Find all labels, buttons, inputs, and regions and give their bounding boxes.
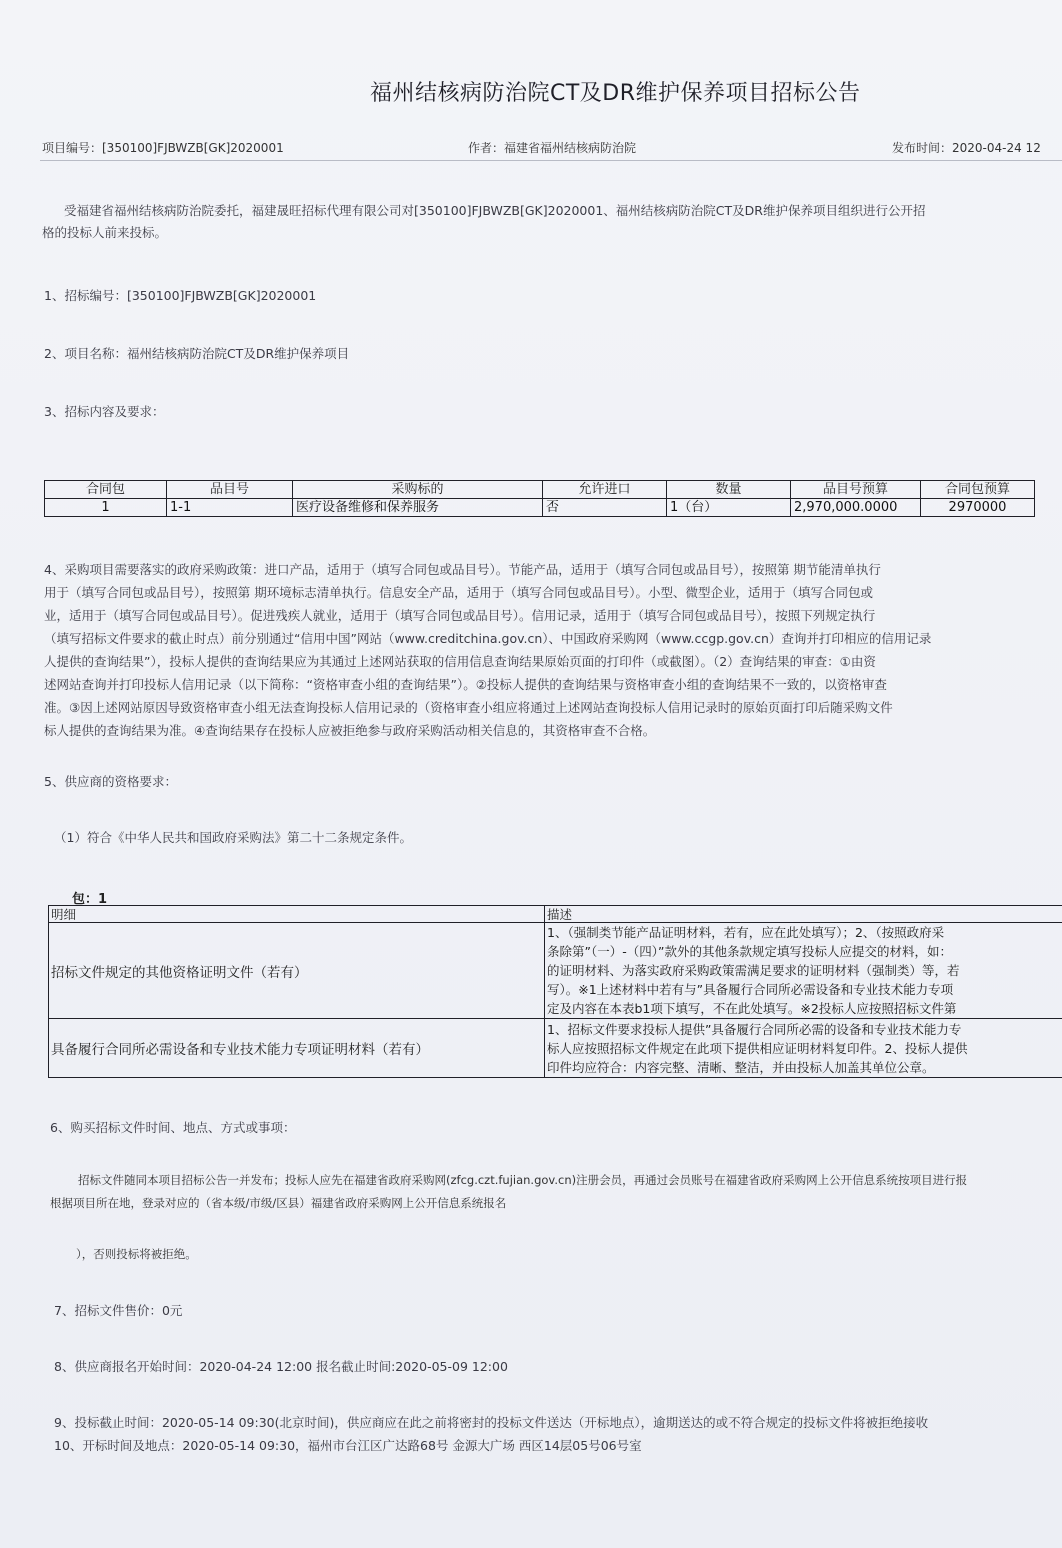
section-6-text: ），否则投标将被拒绝。 [76,1247,197,1261]
cell-subject: 医疗设备维修和保养服务 [293,499,543,517]
header-divider [40,160,1062,161]
intro-line-2: 格的投标人前来投标。 [42,225,168,240]
section-6-text: 根据项目所在地，登录对应的（省本级/市级/区县）福建省政府采购网上公开信息系统报名 [50,1196,507,1210]
page-title: 福州结核病防治院CT及DR维护保养项目招标公告 [370,81,861,106]
table-row [49,923,1062,1019]
row-name: 招标文件规定的其他资格证明文件（若有） [49,923,545,1019]
section-4-line: （填写招标文件要求的截止时点）前分别通过“信用中国”网站（www.creditchina.gov.cn）、中国政府采购网（www.ccgp.gov.cn）查询并打印相应的信用记录 [44,631,932,646]
section-6-text: 招标文件随同本项目招标公告一并发布；投标人应先在福建省政府采购网(zfcg.czt.fujian.gov.cn)注册会员，再通过会员账号在福建省政府采购网上公开信息系统按项目进行报 [78,1173,968,1187]
author: 作者：福建省福州结核病防治院 [468,141,637,155]
package-label: 包：1 [72,892,108,907]
table-header-row [49,906,1062,923]
col-header: 数量 [667,481,791,499]
project-number: 项目编号：[350100]FJBWZB[GK]2020001 [42,141,284,155]
desc-line: 1、（强制类节能产品证明材料，若有，应在此处填写）；2、（按照政府采 [547,925,945,940]
desc-line: 印件均应符合：内容完整、清晰、整洁，并由投标人加盖其单位公章。 [547,1059,935,1075]
cell-quantity: 1（台） [667,499,791,517]
section-5-1: （1）符合《中华人民共和国政府采购法》第二十二条规定条件。 [54,830,412,845]
cell-package: 1 [45,499,167,517]
intro-line-1: 受福建省福州结核病防治院委托，福建晟旺招标代理有限公司对[350100]FJBWZB[GK]2020001、福州结核病防治院CT及DR维护保养项目组织进行公开招 [64,203,926,218]
qualification-table [48,905,1062,1078]
section-3: 3、招标内容及要求： [44,404,165,419]
cell-item-no: 1-1 [167,499,293,517]
desc-line: 的证明材料、为落实政府采购政策需满足要求的证明材料（强制类）等，若 [547,963,960,978]
section-10: 10、开标时间及地点：2020-05-14 09:30，福州市台江区广达路68号 金源大广场 西区14层05号06号室 [54,1438,642,1453]
row-description [545,1019,1062,1078]
publish-time: 发布时间：2020-04-24 12 [892,141,1041,155]
col-header: 明细 [49,906,545,923]
col-header: 允许进口 [543,481,667,499]
procurement-table [44,480,1035,517]
row-name: 具备履行合同所必需设备和专业技术能力专项证明材料（若有） [49,1019,545,1078]
cell-import: 否 [543,499,667,517]
section-1: 1、招标编号：[350100]FJBWZB[GK]2020001 [44,288,317,303]
section-4-line: 人提供的查询结果”），投标人提供的查询结果应为其通过上述网站获取的信用信息查询结果原始页面的打印件（或截图）。（2）查询结果的审查：①由资 [44,654,876,669]
desc-line: 条除第”（一）-（四）”款外的其他条款规定填写投标人应提交的材料，如： [547,944,952,959]
col-header: 采购标的 [293,481,543,499]
section-4-line: 4、采购项目需要落实的政府采购政策：进口产品，适用于（填写合同包或品目号）。节能产品，适用于（填写合同包或品目号），按照第 期节能清单执行 [44,562,881,577]
col-header: 品目号 [167,481,293,499]
section-4-line: 述网站查询并打印投标人信用记录（以下简称：“资格审查小组的查询结果”）。②投标人提供的查询结果与资格审查小组的查询结果不一致的，以资格审查 [44,677,887,692]
section-6: 6、购买招标文件时间、地点、方式或事项： [50,1120,296,1135]
desc-line: 定及内容在本表b1项下填写，不在此处填写。※2投标人应按照招标文件第 [547,1001,957,1016]
table-row [45,499,1035,517]
table-header-row [45,481,1035,499]
section-4-line: 标人提供的查询结果为准。④查询结果存在投标人应被拒绝参与政府采购活动相关信息的，其资格审查不合格。 [44,723,656,738]
col-header: 描述 [545,906,1062,923]
col-header: 合同包预算 [921,481,1035,499]
desc-line: 标人应按照招标文件规定在此项下提供相应证明材料复印件。2、投标人提供 [547,1040,968,1056]
section-5: 5、供应商的资格要求： [44,774,177,789]
section-4-line: 准。③因上述网站原因导致资格审查小组无法查询投标人信用记录的（资格审查小组应将通过上述网站查询投标人信用记录时的原始页面打印后随采购文件 [44,700,893,715]
cell-item-budget: 2,970,000.0000 [791,499,921,517]
section-2: 2、项目名称：福州结核病防治院CT及DR维护保养项目 [44,346,350,361]
section-4-line: 业，适用于（填写合同包或品目号）。促进残疾人就业，适用于（填写合同包或品目号）。信用记录，适用于（填写合同包或品目号），按照下列规定执行 [44,608,876,623]
cell-package-budget: 2970000 [921,499,1035,517]
section-4-line: 用于（填写合同包或品目号），按照第 期环境标志清单执行。信息安全产品，适用于（填写合同包或品目号）。小型、微型企业，适用于（填写合同包或 [44,585,873,600]
desc-line: 写）。※1上述材料中若有与”具备履行合同所必需设备和专业技术能力专项 [547,982,954,997]
section-8: 8、供应商报名开始时间：2020-04-24 12:00 报名截止时间:2020-05-09 12:00 [54,1359,508,1374]
desc-line: 1、招标文件要求投标人提供”具备履行合同所必需的设备和专业技术能力专 [547,1021,962,1037]
section-9: 9、投标截止时间：2020-05-14 09:30(北京时间)，供应商应在此之前将密封的投标文件送达（开标地点），逾期送达的或不符合规定的投标文件将被拒绝接收 [54,1415,929,1430]
col-header: 合同包 [45,481,167,499]
row-description [545,923,1062,1019]
table-row [49,1019,1062,1078]
section-7: 7、招标文件售价：0元 [54,1303,183,1318]
col-header: 品目号预算 [791,481,921,499]
